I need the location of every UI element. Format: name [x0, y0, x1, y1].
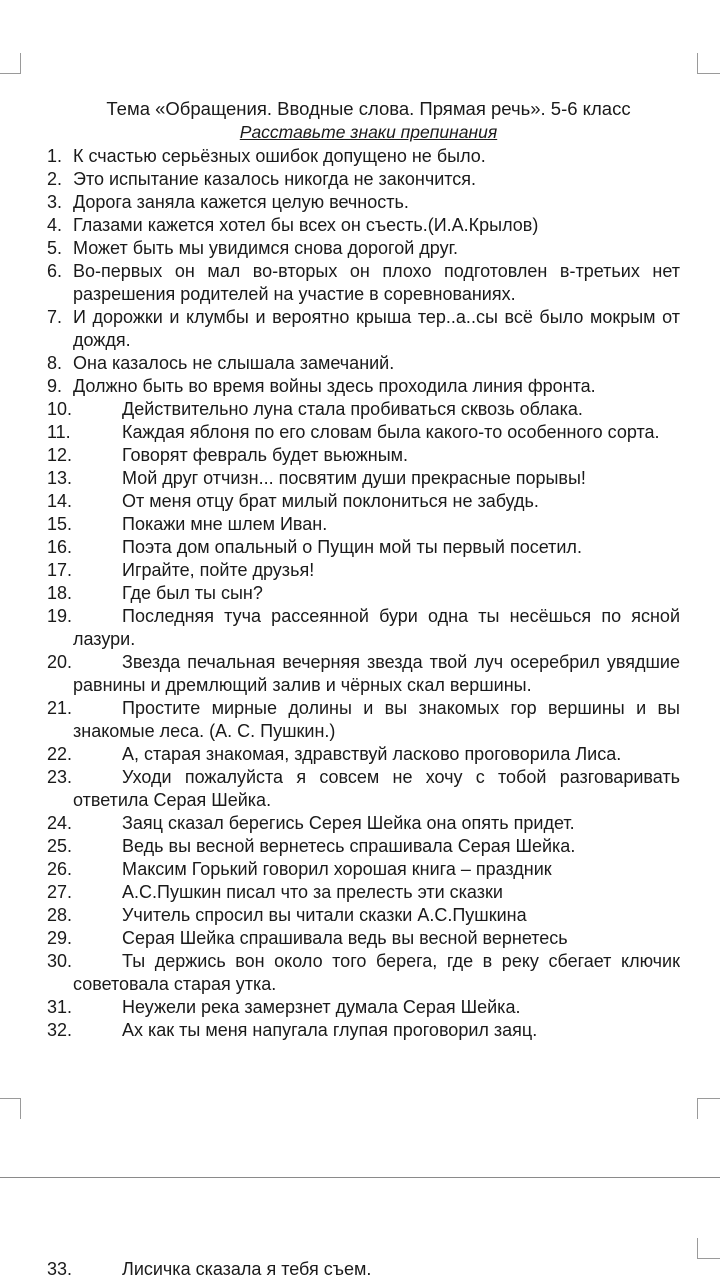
list-item — [47, 168, 680, 191]
item-number: 4. — [47, 215, 63, 235]
item-number: 7. — [47, 307, 63, 327]
page-corner-mark — [0, 1098, 21, 1119]
item-number: 32. — [47, 1020, 73, 1040]
item-text: Может быть мы увидимся снова дорогой друг. — [73, 238, 458, 258]
item-text: Во-первых он мал во-вторых он плохо подготовлен в-третьих нет разрешения родителей на участие в соревнованиях. — [73, 261, 680, 304]
list-item — [47, 1258, 706, 1281]
item-text: Простите мирные долины и вы знакомых гор вершины и вы знакомые леса. (А. С. Пушкин.) — [73, 698, 680, 741]
list-item — [47, 145, 680, 168]
item-text: От меня отцу брат милый поклониться не забудь. — [122, 491, 539, 511]
page-corner-mark — [0, 53, 21, 74]
item-text: Уходи пожалуйста я совсем не хочу с тобой разговаривать ответила Серая Шейка. — [73, 767, 680, 810]
list-item — [47, 490, 680, 513]
item-text: Покажи мне шлем Иван. — [122, 514, 328, 534]
item-number: 26. — [47, 859, 73, 879]
item-number: 8. — [47, 353, 63, 373]
item-text: Ах как ты меня напугала глупая проговорил заяц. — [122, 1020, 538, 1040]
list-item — [47, 536, 680, 559]
item-number: 15. — [47, 514, 73, 534]
item-number: 25. — [47, 836, 73, 856]
item-number: 16. — [47, 537, 73, 557]
item-number: 23. — [47, 767, 73, 787]
list-item — [47, 858, 680, 881]
item-text: Глазами кажется хотел бы всех он съесть.(И.А.Крылов) — [73, 215, 539, 235]
page-title: Тема «Обращения. Вводные слова. Прямая речь». 5-6 класс — [106, 98, 631, 119]
item-number: 19. — [47, 606, 73, 626]
item-text: Должно быть во время войны здесь проходила линия фронта. — [73, 376, 596, 396]
item-number: 22. — [47, 744, 73, 764]
item-text: А.С.Пушкин писал что за прелесть эти сказки — [122, 882, 503, 902]
item-text: Лисичка сказала я тебя съем. — [122, 1259, 372, 1279]
list-item — [47, 835, 680, 858]
item-number: 13. — [47, 468, 73, 488]
item-number: 21. — [47, 698, 73, 718]
item-text: А, старая знакомая, здравствуй ласково проговорила Лиса. — [122, 744, 622, 764]
list-item — [47, 766, 680, 812]
item-text: Дорога заняла кажется целую вечность. — [73, 192, 409, 212]
list-item — [47, 950, 680, 996]
item-number: 18. — [47, 583, 73, 603]
list-item — [47, 237, 680, 260]
item-number: 30. — [47, 951, 73, 971]
page-corner-mark — [697, 1098, 720, 1119]
list-item — [47, 996, 680, 1019]
item-number: 5. — [47, 238, 63, 258]
list-item — [47, 881, 680, 904]
item-text: Она казалось не слышала замечаний. — [73, 353, 395, 373]
list-item — [47, 1019, 680, 1042]
list-item — [47, 398, 680, 421]
item-number: 9. — [47, 376, 63, 396]
item-number: 2. — [47, 169, 63, 189]
list-item — [47, 513, 680, 536]
item-text: Ты держись вон около того берега, где в реку сбегает ключик советовала старая утка. — [73, 951, 680, 994]
item-number: 11. — [47, 422, 71, 442]
list-item — [47, 260, 680, 306]
task-instruction: Расставьте знаки препинания — [239, 122, 498, 142]
item-text: И дорожки и клумбы и вероятно крыша тер..а..сы всё было мокрым от дождя. — [73, 307, 680, 350]
item-text: Поэта дом опальный о Пущин мой ты первый посетил. — [122, 537, 582, 557]
list-item — [47, 421, 680, 444]
item-text: Серая Шейка спрашивала ведь вы весной вернетесь — [122, 928, 568, 948]
list-item — [47, 651, 680, 697]
page-break-divider — [0, 1177, 720, 1178]
item-text: Максим Горький говорил хорошая книга – праздник — [122, 859, 552, 879]
item-number: 27. — [47, 882, 73, 902]
list-item — [47, 306, 680, 352]
list-item — [47, 467, 680, 490]
item-text: Ведь вы весной вернетесь спрашивала Серая Шейка. — [122, 836, 576, 856]
list-item — [47, 559, 680, 582]
item-number: 3. — [47, 192, 63, 212]
list-item — [47, 444, 680, 467]
list-item — [47, 582, 680, 605]
item-number: 6. — [47, 261, 63, 281]
item-text: Каждая яблоня по его словам была какого-то особенного сорта. — [122, 422, 660, 442]
item-text: Действительно луна стала пробиваться сквозь облака. — [122, 399, 583, 419]
list-item — [47, 375, 680, 398]
item-text: Неужели река замерзнет думала Серая Шейка. — [122, 997, 521, 1017]
item-text: Последняя туча рассеянной бури одна ты несёшься по ясной лазури. — [73, 606, 680, 649]
exercise-list — [47, 145, 680, 1042]
page-corner-mark — [697, 53, 720, 74]
list-item — [47, 352, 680, 375]
list-item — [47, 812, 680, 835]
item-number: 24. — [47, 813, 73, 833]
item-text: Говорят февраль будет вьюжным. — [122, 445, 409, 465]
item-number: 10. — [47, 399, 73, 419]
item-number: 14. — [47, 491, 73, 511]
item-text: Мой друг отчизн... посвятим души прекрасные порывы! — [122, 468, 586, 488]
item-number: 31. — [47, 997, 73, 1017]
item-number: 12. — [47, 445, 73, 465]
item-text: Звезда печальная вечерняя звезда твой луч осеребрил увядшие равнины и дремлющий залив и чёрных скал вершины. — [73, 652, 680, 695]
item-number: 20. — [47, 652, 73, 672]
list-item — [47, 927, 680, 950]
list-item — [47, 697, 680, 743]
item-text: К счастью серьёзных ошибок допущено не было. — [73, 146, 486, 166]
list-item — [47, 904, 680, 927]
item-text: Где был ты сын? — [122, 583, 263, 603]
item-number: 17. — [47, 560, 73, 580]
list-item — [47, 743, 680, 766]
list-item — [47, 191, 680, 214]
item-number: 29. — [47, 928, 73, 948]
item-text: Это испытание казалось никогда не закончится. — [73, 169, 477, 189]
item-text: Заяц сказал берегись Серея Шейка она опять придет. — [122, 813, 575, 833]
item-text: Играйте, пойте друзья! — [122, 560, 315, 580]
page-corner-mark — [697, 1238, 720, 1259]
item-number: 28. — [47, 905, 73, 925]
item-text: Учитель спросил вы читали сказки А.С.Пушкина — [122, 905, 527, 925]
item-number: 1. — [47, 146, 63, 166]
list-item — [47, 214, 680, 237]
list-item — [47, 605, 680, 651]
document-page — [47, 97, 680, 1042]
item-number: 33. — [47, 1259, 73, 1279]
